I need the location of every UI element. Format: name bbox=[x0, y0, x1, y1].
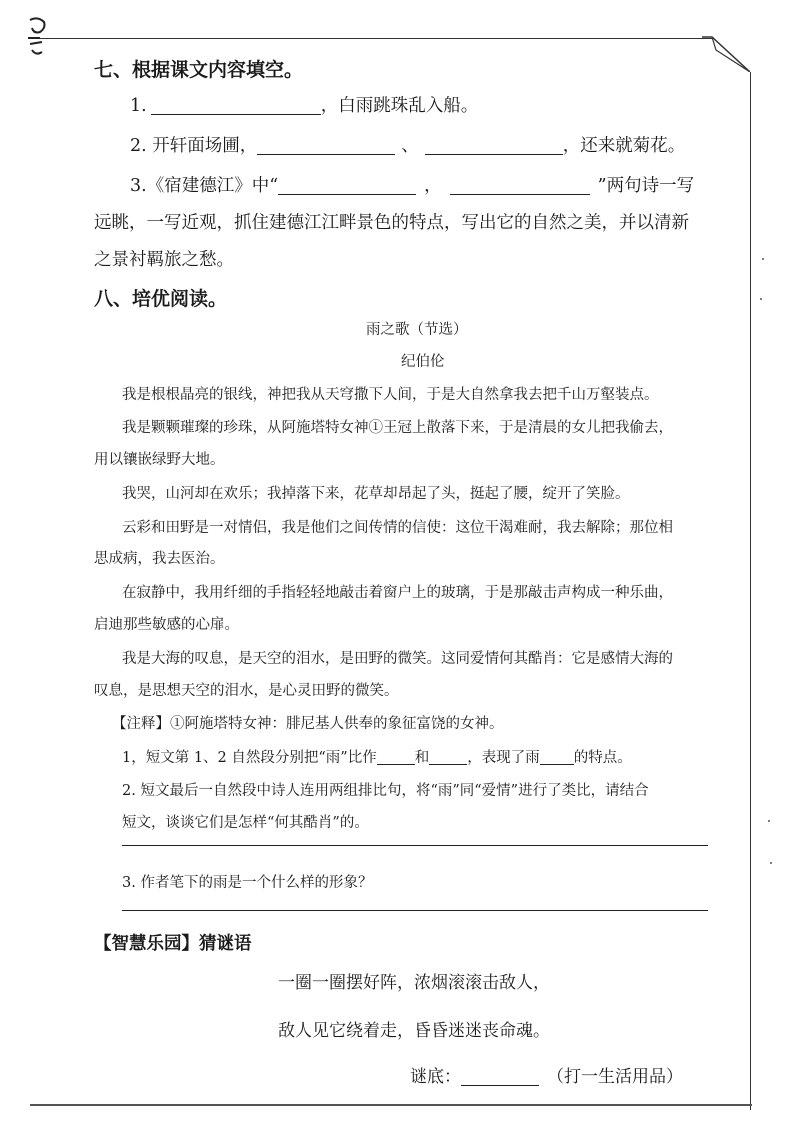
question-text: 和 bbox=[414, 750, 430, 766]
fill-blank[interactable] bbox=[151, 96, 321, 115]
wisdom-garden-title: 【智慧乐园】猜谜语 bbox=[94, 934, 252, 954]
scan-dot bbox=[760, 298, 762, 300]
reading-question-1 bbox=[122, 746, 632, 767]
fill-blank[interactable] bbox=[377, 750, 415, 765]
question-text: ，白雨跳珠乱入船。 bbox=[320, 96, 479, 116]
riddle-line-2: 敌人见它绕着走，昏昏迷迷丧命魂。 bbox=[278, 1021, 550, 1041]
question-7-3 bbox=[130, 172, 694, 197]
question-text: 2. 开轩面场圃， bbox=[130, 136, 258, 156]
answer-label: 谜底： bbox=[410, 1067, 461, 1087]
passage-paragraph-5-cont: 启迪那些敏感的心扉。 bbox=[94, 617, 239, 633]
question-text: ”两句诗一写 bbox=[597, 176, 695, 196]
passage-paragraph-3: 我哭，山河却在欢乐；我掉落下来，花草却昂起了头，挺起了腰，绽开了笑脸。 bbox=[122, 486, 630, 502]
page-border-right bbox=[750, 72, 751, 1110]
passage-author: 纪伯伦 bbox=[401, 354, 445, 370]
question-text: 3.《宿建德江》中“ bbox=[130, 176, 279, 196]
section-7-title: 七、根据课文内容填空。 bbox=[94, 59, 304, 81]
scan-dot bbox=[768, 820, 770, 822]
passage-paragraph-2-cont: 用以镶嵌绿野大地。 bbox=[94, 452, 225, 468]
question-text: 的特点。 bbox=[573, 750, 632, 766]
question-7-3-line2: 远眺，一写近观，抓住建德江江畔景色的特点，写出它的自然之美，并以清新 bbox=[94, 213, 689, 233]
page-fold-corner-icon bbox=[702, 36, 750, 72]
riddle-answer bbox=[410, 1062, 683, 1087]
passage-paragraph-6: 我是大海的叹息，是天空的泪水，是田野的微笑。这同爱情何其酷肖：它是感情大海的 bbox=[122, 651, 673, 667]
riddle-answer-blank[interactable] bbox=[461, 1067, 539, 1086]
question-separator: 、 bbox=[401, 136, 419, 156]
question-text: 1，短文第 1、2 自然段分别把“雨”比作 bbox=[122, 750, 377, 766]
question-7-1 bbox=[130, 92, 478, 117]
passage-title: 雨之歌（节选） bbox=[366, 322, 468, 338]
scan-dot bbox=[770, 862, 772, 864]
page-border-bottom bbox=[30, 1104, 752, 1106]
passage-paragraph-5: 在寂静中，我用纤细的手指轻轻地敲击着窗户上的玻璃，于是那敲击声构成一种乐曲， bbox=[122, 585, 673, 601]
fill-blank[interactable] bbox=[429, 750, 467, 765]
passage-paragraph-6-cont: 叹息，是思想天空的泪水，是心灵田野的微笑。 bbox=[94, 683, 399, 699]
riddle-line-1: 一圈一圈摆好阵，浓烟滚滚击敌人， bbox=[278, 973, 550, 993]
fill-blank[interactable] bbox=[257, 136, 395, 155]
reading-question-2-cont: 短文，谈谈它们是怎样“何其酷肖”的。 bbox=[122, 815, 369, 831]
page-border-top bbox=[40, 38, 712, 39]
reading-question-2: 2. 短文最后一自然段中诗人连用两组排比句，将“雨”同“爱情”进行了类比，请结合 bbox=[122, 783, 649, 799]
fill-blank[interactable] bbox=[540, 750, 574, 765]
question-7-3-line3: 之景衬羁旅之愁。 bbox=[94, 250, 234, 270]
fill-blank[interactable] bbox=[450, 176, 590, 195]
passage-paragraph-1: 我是根根晶亮的银线，神把我从天穹撒下人间，于是大自然拿我去把千山万壑装点。 bbox=[122, 387, 659, 403]
fill-blank[interactable] bbox=[425, 136, 563, 155]
question-text: ，还来就菊花。 bbox=[562, 136, 686, 156]
binder-clip-icon bbox=[22, 16, 52, 60]
passage-paragraph-4: 云彩和田野是一对情侣，我是他们之间传情的信使：这位干渴难耐，我去解除；那位相 bbox=[122, 520, 673, 536]
scan-dot bbox=[762, 258, 764, 260]
passage-paragraph-4-cont: 思成病，我去医治。 bbox=[94, 551, 225, 567]
passage-paragraph-2: 我是颗颗璀璨的珍珠，从阿施塔特女神①王冠上散落下来，于是清晨的女儿把我偷去， bbox=[122, 420, 673, 436]
answer-hint: （打一生活用品） bbox=[547, 1067, 683, 1087]
reading-question-3: 3. 作者笔下的雨是一个什么样的形象？ bbox=[122, 875, 373, 891]
answer-line[interactable] bbox=[122, 910, 708, 911]
question-7-2 bbox=[130, 132, 685, 157]
question-text: ，表现了雨 bbox=[467, 750, 540, 766]
question-number: 1. bbox=[130, 96, 147, 116]
passage-note: 【注释】①阿施塔特女神：腓尼基人供奉的象征富饶的女神。 bbox=[112, 716, 504, 732]
question-separator: ， bbox=[424, 176, 442, 196]
fill-blank[interactable] bbox=[278, 176, 416, 195]
answer-line[interactable] bbox=[122, 845, 708, 846]
section-8-title: 八、培优阅读。 bbox=[94, 288, 228, 310]
